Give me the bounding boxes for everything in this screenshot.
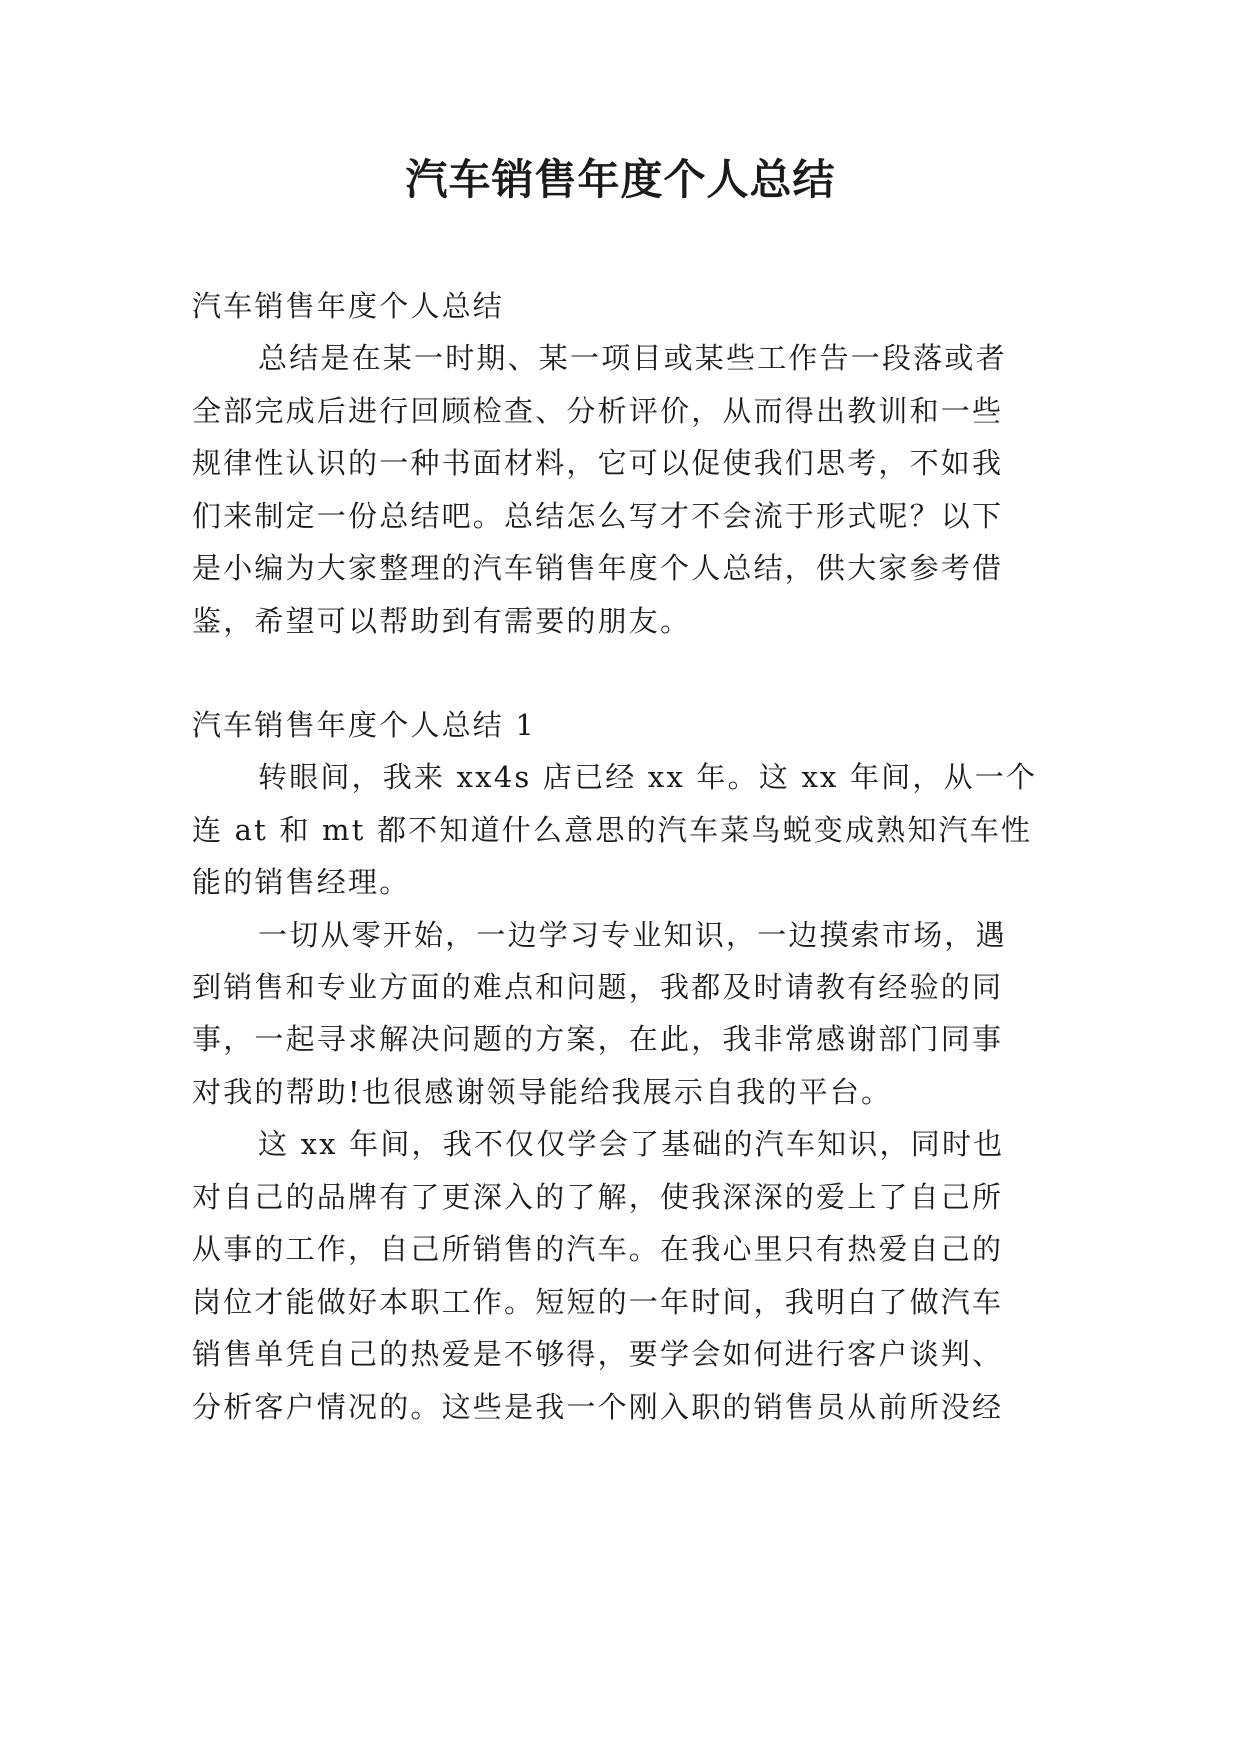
paragraph-line: 分析客户情况的。这些是我一个刚入职的销售员从前所没经 bbox=[192, 1390, 1004, 1424]
paragraph-line: 规律性认识的一种书面材料，它可以促使我们思考，不如我 bbox=[192, 446, 1004, 480]
paragraph-line: 从事的工作，自己所销售的汽车。在我心里只有热爱自己的 bbox=[192, 1232, 1004, 1266]
paragraph-line: 岗位才能做好本职工作。短短的一年时间，我明白了做汽车 bbox=[192, 1285, 1004, 1319]
paragraph-line: 转眼间，我来 xx4s 店已经 xx 年。这 xx 年间，从一个 bbox=[258, 760, 1038, 794]
section-heading-1: 汽车销售年度个人总结 1 bbox=[192, 708, 537, 742]
paragraph-line: 销售单凭自己的热爱是不够得，要学会如何进行客户谈判、 bbox=[192, 1337, 1004, 1371]
paragraph-line: 到销售和专业方面的难点和问题，我都及时请教有经验的同 bbox=[192, 970, 1004, 1004]
paragraph-line: 一切从零开始，一边学习专业知识，一边摸索市场，遇 bbox=[258, 918, 1007, 952]
paragraph-line: 事，一起寻求解决问题的方案，在此，我非常感谢部门同事 bbox=[192, 1022, 1004, 1056]
paragraph-line: 能的销售经理。 bbox=[192, 865, 411, 899]
paragraph-line: 总结是在某一时期、某一项目或某些工作告一段落或者 bbox=[258, 341, 1007, 375]
paragraph-line: 鉴，希望可以帮助到有需要的朋友。 bbox=[192, 604, 692, 638]
paragraph-line: 是小编为大家整理的汽车销售年度个人总结，供大家参考借 bbox=[192, 551, 1004, 585]
section-heading-intro: 汽车销售年度个人总结 bbox=[192, 289, 505, 323]
paragraph-line: 对自己的品牌有了更深入的了解，使我深深的爱上了自己所 bbox=[192, 1180, 1004, 1214]
paragraph-line: 对我的帮助!也很感谢领导能给我展示自我的平台。 bbox=[192, 1075, 893, 1109]
paragraph-line: 全部完成后进行回顾检查、分析评价，从而得出教训和一些 bbox=[192, 394, 1004, 428]
paragraph-line: 连 at 和 mt 都不知道什么意思的汽车菜鸟蜕变成熟知汽车性 bbox=[192, 813, 1033, 847]
paragraph-line: 这 xx 年间，我不仅仅学会了基础的汽车知识，同时也 bbox=[258, 1127, 1005, 1161]
paragraph-line: 们来制定一份总结吧。总结怎么写才不会流于形式呢？以下 bbox=[192, 499, 1004, 533]
document-title: 汽车销售年度个人总结 bbox=[405, 155, 836, 204]
